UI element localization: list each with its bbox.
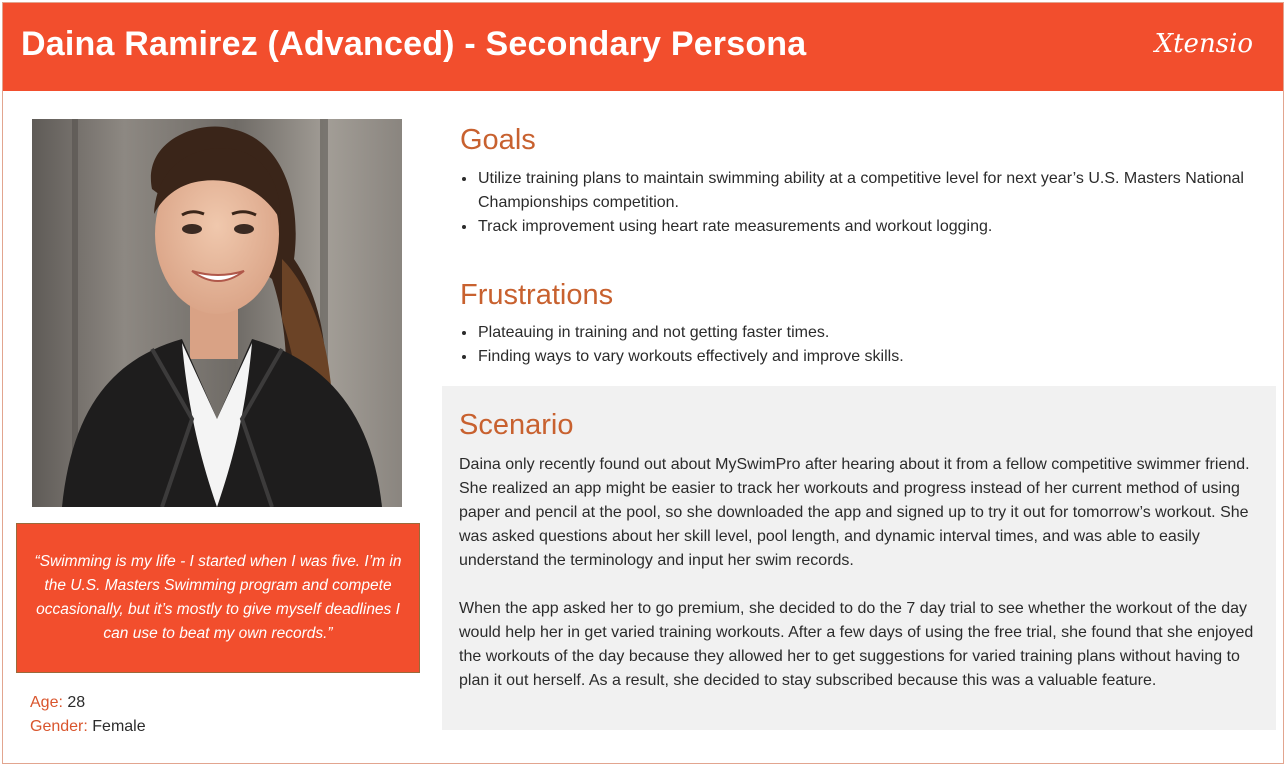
scenario-paragraph: Daina only recently found out about MySwimPro after hearing about it from a fellow competitive swimmer friend. She realized an app might be easier to track her workouts and progress instead of her current method of using paper and pencil at the pool, so she downloaded the app and signed up to try it out for tomorrow’s workout. She was asked questions about her skill level, pool length, and dynamic interval times, and was able to easily understand the terminology and input her swim records. (459, 456, 1250, 569)
persona-photo (32, 119, 402, 507)
gender-value: Female (92, 718, 146, 735)
goal-item: • Utilize training plans to maintain swimming ability at a competitive level for next year’s U.S. Masters National Championships competition. (477, 167, 1257, 215)
gender-label: Gender: (30, 718, 88, 735)
frustration-item: • Plateauing in training and not getting faster times. (477, 321, 1257, 345)
age-value: 28 (67, 694, 86, 711)
frustration-item: • Finding ways to vary workouts effectively and improve skills. (477, 345, 1257, 369)
scenario-paragraph: When the app asked her to go premium, she decided to do the 7 day trial to see whether the workout of the day would help her in get varied training workouts. After a few days of using the free trial, she found that she enjoyed the workouts of the day because they allowed her to get suggestions for varied training plans without having to plan it out herself. As a result, she decided to stay subscribed because this was a valuable feature. (459, 600, 1254, 689)
frustrations-heading: Frustrations (460, 279, 614, 311)
scenario-panel (442, 386, 1276, 730)
goals-heading: Goals (460, 124, 536, 156)
scenario-body (459, 453, 1265, 693)
scenario-heading: Scenario (459, 409, 574, 441)
page-title: Daina Ramirez (Advanced) - Secondary Persona (21, 25, 807, 63)
age-label: Age: (30, 694, 63, 711)
header-bar (3, 3, 1283, 91)
goal-item: • Track improvement using heart rate measurements and workout logging. (477, 215, 1257, 239)
persona-portrait-image (32, 119, 402, 507)
age-row (30, 691, 146, 715)
persona-quote: “Swimming is my life - I started when I was five. I’m in the U.S. Masters Swimming program and compete occasionally, but it’s mostly to give myself deadlines I can use to beat my own records.” (34, 553, 402, 642)
persona-page (2, 2, 1284, 764)
gender-row (30, 715, 146, 739)
persona-facts (30, 691, 146, 739)
brand-logo: Xtensio (1154, 29, 1253, 59)
frustrations-list (459, 321, 1257, 369)
persona-quote-box (16, 523, 420, 673)
goals-list (459, 167, 1257, 239)
